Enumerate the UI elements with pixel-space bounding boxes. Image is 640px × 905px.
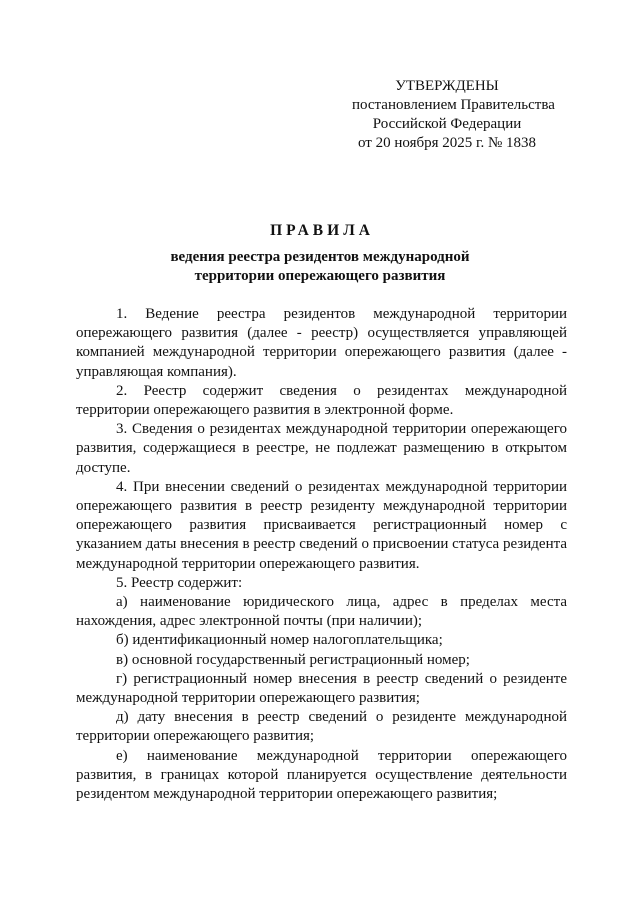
list-item-e: е) наименование международной территории опережающего развития, в границах которой планируется осуществление деятельности резидентом международной территории опережающего развития;: [76, 747, 567, 803]
list-item-a: а) наименование юридического лица, адрес в пределах места нахождения, адрес электронной почты (при наличии);: [76, 594, 567, 630]
document-title: ПРАВИЛА: [270, 222, 374, 239]
paragraph-1: 1. Ведение реестра резидентов международной территории опережающего развития (далее - реестр) осуществляется управляющей компанией международной территории опережающего развития (далее - управляющая компания).: [76, 306, 567, 380]
list-item-v: в) основной государственный регистрационный номер;: [116, 651, 470, 668]
subtitle-line: ведения реестра резидентов международной: [170, 249, 470, 265]
list-item-b: б) идентификационный номер налогоплательщика;: [116, 632, 443, 649]
subtitle-line: территории опережающего развития: [194, 268, 446, 284]
approval-line: Российской Федерации: [372, 116, 522, 132]
list-item-g: г) регистрационный номер внесения в реестр сведений о резиденте международной территории опережающего развития;: [76, 670, 567, 707]
paragraph-4: 4. При внесении сведений о резидентах международной территории опережающего развития в реестр резиденту международной территории опережающего развития присваивается регистрационный номер с указанием даты внесения в реестр сведений о присвоении статуса резидента международной территории опережающего развития.: [76, 478, 567, 572]
document-body: [76, 305, 567, 804]
approval-date: от 20 ноября 2025 г. № 1838: [357, 135, 537, 151]
document-subtitle: [120, 248, 520, 286]
list-item-d: д) дату внесения в реестр сведений о резиденте международной территории опережающего развития;: [76, 709, 567, 745]
paragraph-2: 2. Реестр содержит сведения о резидентах международной территории опережающего развития в электронной форме.: [76, 382, 567, 419]
paragraph-3: 3. Сведения о резидентах международной территории опережающего развития, содержащиеся в реестре, не подлежат размещению в открытом доступе.: [76, 421, 567, 476]
approval-heading: УТВЕРЖДЕНЫ: [395, 78, 499, 94]
paragraph-5: 5. Реестр содержит:: [116, 574, 243, 591]
approval-line: постановлением Правительства: [352, 97, 555, 113]
approval-block: [352, 77, 555, 153]
